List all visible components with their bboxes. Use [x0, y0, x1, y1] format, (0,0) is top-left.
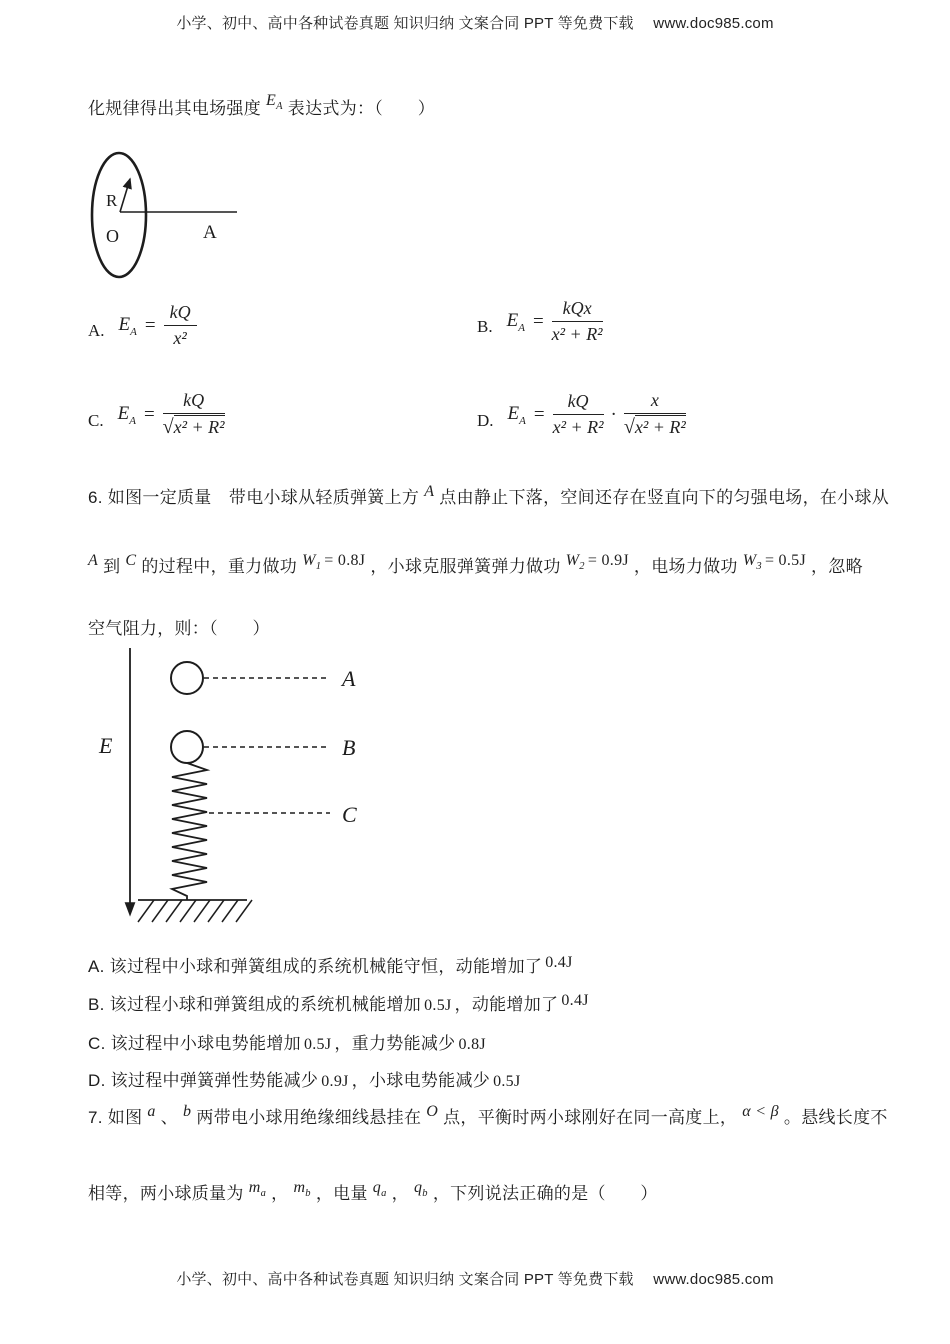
denominator [163, 414, 225, 439]
math-sub: A [276, 101, 283, 113]
footer-text: 小学、初中、高中各种试卷真题 知识归纳 文案合同 PPT 等免费下载 www.doc985.com [176, 1271, 774, 1288]
option-text: ，动能增加了 [454, 995, 559, 1014]
q6-line2-t4: ，电场力做功 [633, 557, 738, 576]
math-var: q [413, 1179, 423, 1196]
q6-line2-t1: 到 [103, 557, 121, 576]
math-var: E [507, 402, 520, 424]
value-joules: 0.5J [303, 1036, 332, 1053]
math-ball-a [147, 1097, 155, 1127]
q7-line1-comma: 、 [160, 1108, 179, 1127]
math-mass-b [293, 1173, 310, 1209]
math-sub: b [422, 1188, 428, 1200]
label-C: C [342, 802, 357, 827]
value-joules: 0.8J [458, 1036, 486, 1053]
math-var: A [424, 483, 435, 500]
option-text: C. 该过程中小球电势能增加 [88, 1034, 301, 1053]
q5-prompt-post: 表达式为：（ ） [287, 99, 435, 118]
math-var: b [183, 1103, 192, 1120]
q6-line2 [88, 552, 900, 589]
q6-line3 [88, 614, 900, 644]
math-var: E [117, 402, 130, 424]
equals-sign: = [144, 314, 156, 336]
q6-line2-t3: ，小球克服弹簧弹力做功 [370, 557, 561, 576]
fraction [552, 298, 603, 345]
option-d-label: D. [477, 411, 494, 430]
math-sub: A [129, 414, 136, 427]
q5-option-b [477, 298, 603, 345]
equals-sign: = [533, 403, 545, 425]
math-var: E [506, 309, 519, 331]
q5-prompt-pre: 化规律得出其电场强度 [88, 99, 261, 118]
option-a-label: A. [88, 321, 105, 340]
math-sub: 3 [756, 561, 762, 573]
numerator: kQ [163, 390, 225, 414]
math-point-o [426, 1097, 438, 1127]
fraction [164, 302, 197, 349]
math-sub: a [381, 1188, 387, 1200]
option-text: ，小球电势能减少 [351, 1071, 491, 1090]
denominator [624, 414, 686, 439]
math-ea [507, 310, 525, 334]
option-a-formula [119, 302, 197, 349]
q6-line2-t5: ，忽略 [811, 557, 863, 576]
option-b-formula [507, 298, 603, 345]
page-footer [0, 1268, 950, 1289]
label-O: O [106, 226, 119, 246]
q6-option-c [88, 1029, 900, 1060]
ring-ellipse [92, 153, 146, 277]
q5-option-a [88, 302, 197, 349]
option-text: D. 该过程中弹簧弹性势能减少 [88, 1071, 319, 1090]
q7-line2-t2: ，下列说法正确的是（ ） [432, 1184, 658, 1203]
math-sub: A [519, 414, 526, 427]
q7-line2-comma1: ， [271, 1184, 289, 1203]
math-sub: 1 [315, 561, 322, 573]
math-var: E [118, 313, 131, 335]
value-joules: 0.4J [545, 954, 573, 971]
math-charge-b [414, 1173, 428, 1209]
option-c-formula [118, 390, 225, 439]
q7-line1-t2: 点，平衡时两小球刚好在同一高度上， [443, 1108, 738, 1127]
q6-option-a [88, 952, 900, 983]
math-mass-a [249, 1173, 266, 1209]
value-joules: 0.5J [493, 1073, 521, 1090]
option-text: ，重力势能减少 [334, 1034, 456, 1053]
option-text: B. 该过程小球和弹簧组成的系统机械能增加 [88, 995, 422, 1014]
math-var: C [125, 552, 137, 569]
q7-line1-t1: 两带电小球用绝缘细线悬挂在 [196, 1108, 422, 1127]
option-text: A. 该过程中小球和弹簧组成的系统机械能守恒，动能增加了 [88, 957, 543, 976]
value-joules: 0.4J [561, 992, 589, 1009]
sqrt-icon: √ [162, 416, 174, 438]
label-R: R [106, 191, 118, 210]
label-B: B [342, 735, 356, 760]
numerator: kQx [552, 298, 603, 322]
sqrt-icon: √ [623, 416, 635, 438]
math-sub: a [260, 1188, 267, 1200]
fraction-1 [553, 391, 604, 438]
multiplication-dot: · [610, 403, 617, 425]
math-var: m [293, 1179, 306, 1196]
q7-line2-t0: 相等，两小球质量为 [88, 1184, 244, 1203]
q7-line1-t3: 。悬线长度不 [783, 1108, 888, 1127]
math-point-a [424, 477, 434, 507]
math-point-a [88, 546, 98, 576]
math-w3 [743, 546, 806, 582]
ball-at-b [171, 731, 203, 763]
spring-coil [172, 763, 207, 900]
fraction [163, 390, 225, 439]
math-var: W [742, 552, 757, 569]
math-angle-relation [742, 1097, 779, 1127]
math-ea [508, 403, 526, 427]
radicand: x² + R² [173, 417, 225, 437]
math-charge-a [373, 1173, 387, 1209]
math-ea [119, 314, 137, 338]
math-var: α < β [742, 1103, 779, 1120]
q6-line3-text: 空气阻力，则：（ ） [88, 619, 270, 638]
math-var: a [147, 1103, 156, 1120]
q5-option-c [88, 390, 225, 439]
q6-line2-t2: 的过程中，重力做功 [141, 557, 298, 576]
q6-option-b [88, 990, 900, 1021]
q7-line2-t1: ，电量 [315, 1184, 368, 1203]
spring-ball-diagram [85, 643, 385, 935]
radius-arrow [120, 179, 130, 212]
q6-line1-pre: 6. 如图一定质量 带电小球从轻质弹簧上方 [88, 488, 420, 507]
fraction-2 [624, 390, 686, 439]
math-ea [118, 403, 136, 427]
math-var: m [248, 1179, 261, 1196]
math-sub: A [518, 321, 525, 334]
label-A: A [203, 222, 217, 243]
option-d-formula [508, 390, 686, 439]
math-var: E [266, 92, 277, 109]
math-var: O [426, 1103, 439, 1120]
equals-sign: = [143, 403, 155, 425]
ball-at-a [171, 662, 203, 694]
math-ball-b [183, 1097, 191, 1127]
numerator: kQ [553, 391, 604, 415]
math-var: W [565, 552, 580, 569]
numerator: kQ [164, 302, 197, 326]
q5-prompt [88, 94, 900, 131]
value-joules: 0.9J [321, 1073, 349, 1090]
math-w2 [566, 546, 629, 582]
q7-line1 [88, 1103, 900, 1134]
equals-sign: = [532, 310, 544, 332]
radicand: x² + R² [634, 417, 686, 437]
charged-ring-diagram [85, 148, 260, 288]
ground-hatching [138, 900, 252, 922]
math-sub: 2 [579, 561, 585, 573]
value-joules: 0.5J [424, 997, 452, 1014]
label-E: E [99, 733, 113, 758]
q7-line1-pre: 7. 如图 [88, 1108, 143, 1127]
math-sub: A [130, 325, 137, 338]
header-text: 小学、初中、高中各种试卷真题 知识归纳 文案合同 PPT 等免费下载 www.doc985.com [176, 15, 774, 32]
q5-math-ea [266, 86, 283, 122]
option-c-label: C. [88, 411, 104, 430]
denominator: x² [173, 328, 187, 348]
numerator: x [624, 390, 686, 414]
math-var: W [302, 552, 316, 569]
math-var: A [88, 552, 99, 569]
math-point-c [125, 546, 136, 576]
option-b-label: B. [477, 317, 493, 336]
math-w1 [302, 546, 365, 582]
q6-option-d [88, 1066, 900, 1097]
label-A: A [342, 666, 356, 691]
math-value: = 0.8J [324, 552, 366, 569]
q6-line1-post: 点由静止下落，空间还存在竖直向下的匀强电场，在小球从 [439, 488, 890, 507]
math-sub: b [305, 1188, 311, 1200]
q7-line2 [88, 1179, 900, 1216]
denominator: x² + R² [552, 417, 604, 437]
q5-option-d [477, 390, 686, 439]
q6-line1 [88, 483, 900, 514]
denominator: x² + R² [551, 324, 603, 344]
page-header [0, 12, 950, 33]
math-value: = 0.5J [764, 552, 806, 569]
q7-line2-comma2: ， [391, 1184, 409, 1203]
math-var: q [372, 1179, 382, 1196]
math-value: = 0.9J [587, 552, 629, 569]
